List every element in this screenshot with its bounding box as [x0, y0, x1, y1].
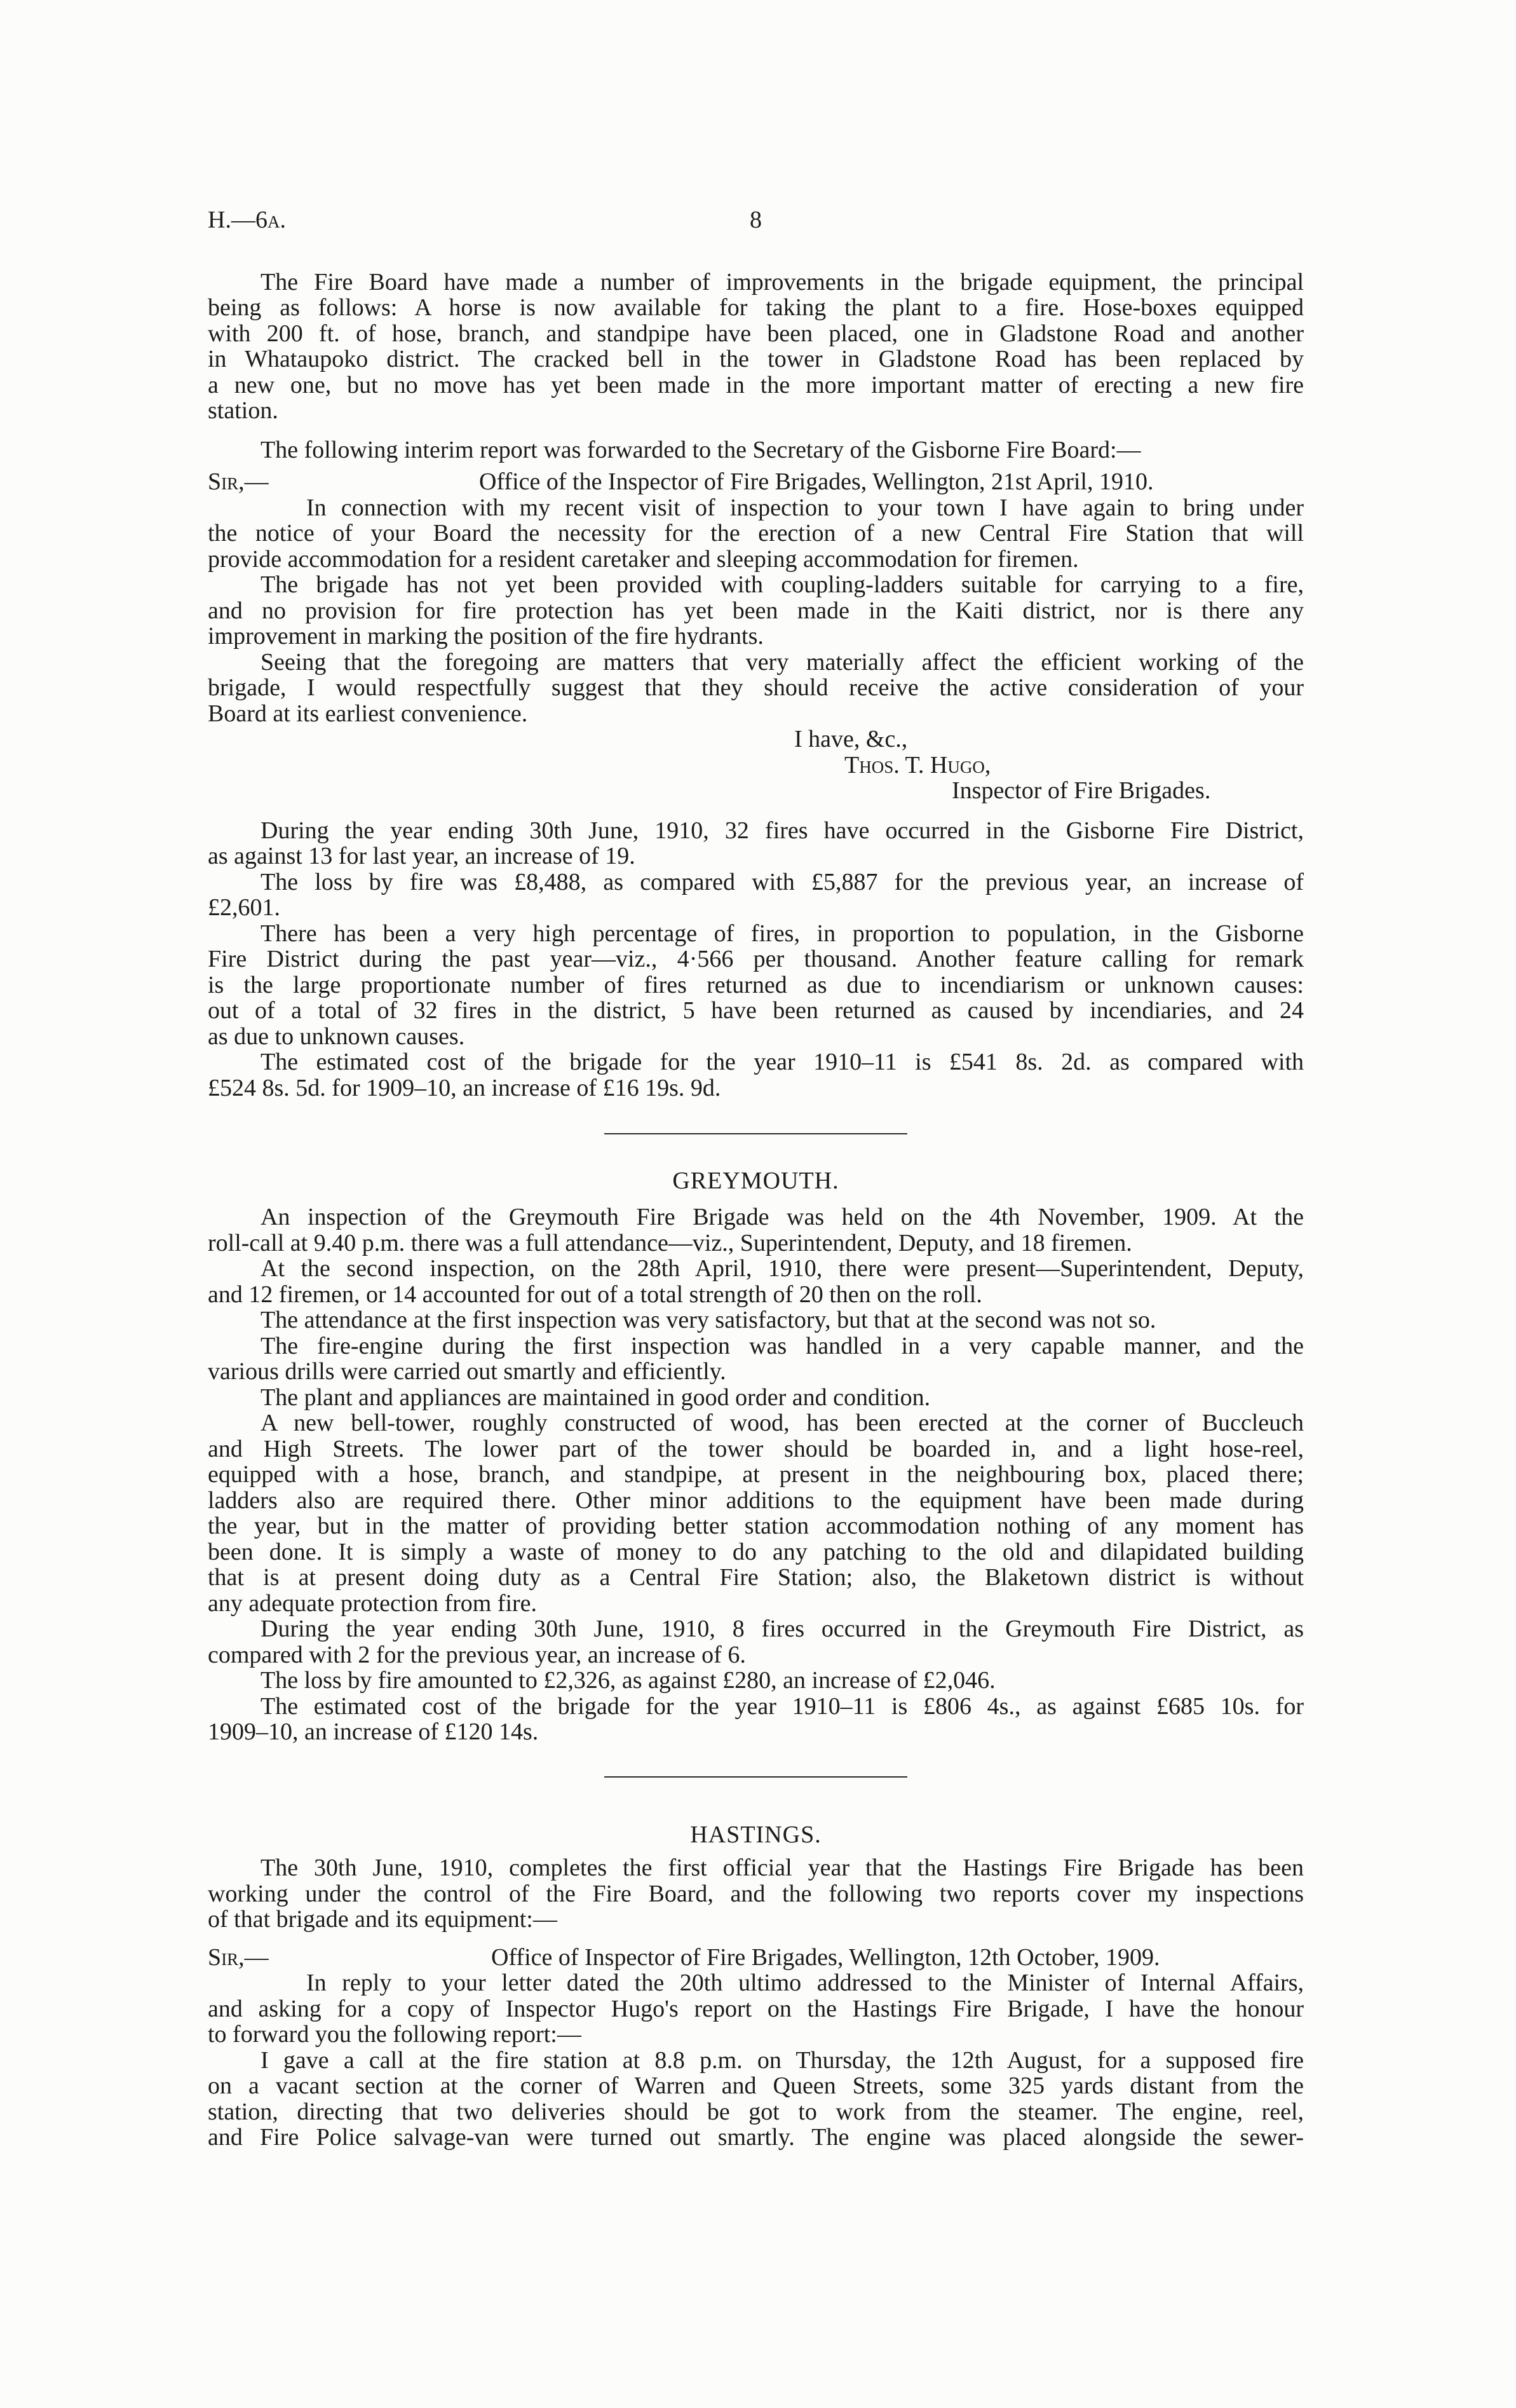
text-line: out of a total of 32 fires in the district, 5 have been returned as caused by incendiaries, and 24	[208, 997, 1304, 1024]
text-line: being as follows: A horse is now available for taking the plant to a fire. Hose-boxes equipped	[208, 294, 1304, 321]
text-line: and Fire Police salvage-van were turned out smartly. The engine was placed alongside the sewer-	[208, 2124, 1304, 2151]
paragraph	[208, 1049, 1304, 1101]
text-line: in Whataupoko district. The cracked bell in the tower in Gladstone Road has been replaced by	[208, 346, 1304, 372]
paragraph	[208, 818, 1304, 869]
text-line: provide accommodation for a resident caretaker and sleeping accommodation for firemen.	[208, 545, 1079, 573]
text-line: Fire District during the past year—viz., 4·566 per thousand. Another feature calling for remark	[208, 946, 1304, 972]
letter-paragraph	[208, 572, 1304, 650]
letter-salutation: Sir,—	[208, 1943, 269, 1971]
text-line: any adequate protection from fire.	[208, 1589, 538, 1617]
text-line: The brigade has not yet been provided with coupling-ladders suitable for carrying to a fire,	[261, 571, 1304, 598]
text-line: The estimated cost of the brigade for the year 1910–11 is £806 4s., as against £685 10s. for	[261, 1692, 1304, 1720]
letter-address: Office of the Inspector of Fire Brigades, Wellington, 21st April, 1910.	[479, 468, 1154, 495]
letter-signatory-title: Inspector of Fire Brigades.	[952, 777, 1211, 804]
gisborne-statistics	[208, 818, 1304, 1101]
text-line: working under the control of the Fire Board, and the following two reports cover my inspections	[208, 1880, 1304, 1907]
letter-salutation: Sir,—	[208, 468, 269, 495]
text-line: The attendance at the first inspection was very satisfactory, but that at the second was not so.	[261, 1307, 1156, 1333]
text-line: equipped with a hose, branch, and standpipe, at present in the neighbouring box, placed there;	[208, 1461, 1304, 1488]
gisborne-letter	[208, 469, 1304, 804]
text-line: compared with 2 for the previous year, an increase of 6.	[208, 1641, 746, 1668]
text-line: and High Streets. The lower part of the tower should be boarded in, and a light hose-reel,	[208, 1435, 1304, 1462]
text-line: a new one, but no move has yet been made in the more important matter of erecting a new fire	[208, 371, 1304, 398]
text-line: as due to unknown causes.	[208, 1023, 465, 1050]
paragraph	[208, 1256, 1304, 1307]
text-line: The loss by fire was £8,488, as compared with £5,887 for the previous year, an increase of	[261, 868, 1304, 895]
letter-paragraph	[208, 495, 1304, 573]
paragraph	[208, 1333, 1304, 1385]
section-divider	[604, 1133, 907, 1134]
section-heading-hastings: HASTINGS.	[690, 1821, 822, 1848]
text-line: In connection with my recent visit of inspection to your town I have again to bring under	[306, 494, 1304, 521]
text-line: The loss by fire amounted to £2,326, as against £280, an increase of £2,046.	[261, 1667, 996, 1694]
text-line: that is at present doing duty as a Central Fire Station; also, the Blaketown district is without	[208, 1564, 1304, 1591]
text-line: to forward you the following report:—	[208, 2021, 581, 2048]
text-line: been done. It is simply a waste of money to do any patching to the old and dilapidated building	[208, 1538, 1304, 1565]
text-line: ladders also are required there. Other minor additions to the equipment have been made during	[208, 1486, 1304, 1514]
text-line: station.	[208, 397, 278, 424]
text-line: The estimated cost of the brigade for the year 1910–11 is £541 8s. 2d. as compared with	[261, 1049, 1304, 1075]
text-line: roll-call at 9.40 p.m. there was a full attendance—viz., Superintendent, Deputy, and 18 firemen.	[208, 1229, 1132, 1256]
paragraph	[208, 1616, 1304, 1668]
text-line: with 200 ft. of hose, branch, and standpipe have been placed, one in Gladstone Road and another	[208, 320, 1304, 347]
page-header	[208, 207, 1304, 233]
text-line: improvement in marking the position of the fire hydrants.	[208, 623, 764, 650]
text-line: £2,601.	[208, 894, 280, 921]
letter-heading-line	[208, 1945, 1304, 1971]
gisborne-equipment-paragraph	[208, 269, 1304, 424]
letter-paragraph	[208, 1970, 1304, 2048]
section-divider	[604, 1776, 907, 1778]
text-line: A new bell-tower, roughly constructed of wood, has been erected at the corner of Buccleuch	[261, 1410, 1304, 1436]
hastings-letter	[208, 1945, 1304, 2151]
letter-closing: I have, &c.,	[794, 726, 908, 752]
paragraph	[208, 869, 1304, 921]
text-line: of that brigade and its equipment:—	[208, 1906, 557, 1933]
text-line: I gave a call at the fire station at 8.8 p.m. on Thursday, the 12th August, for a supposed fire	[261, 2046, 1304, 2074]
paragraph	[208, 1204, 1304, 1256]
text-line: the notice of your Board the necessity for the erection of a new Central Fire Station that will	[208, 520, 1304, 547]
text-line: and 12 firemen, or 14 accounted for out of a total strength of 20 then on the roll.	[208, 1281, 982, 1308]
text-line: In reply to your letter dated the 20th ultimo addressed to the Minister of Internal Affairs,	[306, 1969, 1304, 1996]
text-line: 1909–10, an increase of £120 14s.	[208, 1718, 539, 1745]
letter-signature: Thos. T. Hugo,	[844, 751, 991, 779]
page-number: 8	[750, 207, 762, 233]
document-page	[208, 207, 1304, 2151]
text-line: During the year ending 30th June, 1910, 32 fires have occurred in the Gisborne Fire District,	[261, 817, 1304, 844]
text-line: An inspection of the Greymouth Fire Brigade was held on the 4th November, 1909. At the	[261, 1204, 1304, 1230]
text-line: as against 13 for last year, an increase of 19.	[208, 843, 635, 869]
text-line: brigade, I would respectfully suggest that they should receive the active consideration of your	[208, 674, 1304, 701]
letter-heading-line	[208, 469, 1304, 495]
paragraph	[208, 1668, 1304, 1694]
text-line: on a vacant section at the corner of Warren and Queen Streets, some 325 yards distant from the	[208, 2072, 1304, 2099]
text-line: £524 8s. 5d. for 1909–10, an increase of £16 19s. 9d.	[208, 1074, 721, 1101]
interim-report-intro	[208, 437, 1304, 463]
paragraph	[208, 921, 1304, 1050]
text-line: various drills were carried out smartly and efficiently.	[208, 1358, 726, 1385]
hastings-intro-paragraph	[208, 1855, 1304, 1933]
paragraph	[208, 1694, 1304, 1745]
text-line: The following interim report was forwarded to the Secretary of the Gisborne Fire Board:—	[261, 437, 1141, 463]
letter-address: Office of Inspector of Fire Brigades, Wellington, 12th October, 1909.	[491, 1943, 1160, 1971]
text-line: Seeing that the foregoing are matters that very materially affect the efficient working of the	[261, 648, 1304, 676]
greymouth-section	[208, 1204, 1304, 1745]
text-line: is the large proportionate number of fires returned as due to incendiarism or unknown causes:	[208, 971, 1304, 998]
paragraph	[208, 1410, 1304, 1616]
text-line: and no provision for fire protection has yet been made in the Kaiti district, nor is there any	[208, 597, 1304, 624]
section-heading-greymouth: GREYMOUTH.	[672, 1167, 839, 1194]
text-line: The 30th June, 1910, completes the first official year that the Hastings Fire Brigade has been	[261, 1854, 1304, 1881]
paper-reference: H.—6a.	[208, 207, 286, 233]
text-line: station, directing that two deliveries should be got to work from the steamer. The engine, reel,	[208, 2098, 1304, 2125]
text-line: At the second inspection, on the 28th April, 1910, there were present—Superintendent, Deputy,	[261, 1255, 1304, 1282]
text-line: During the year ending 30th June, 1910, 8 fires occurred in the Greymouth Fire District, as	[261, 1616, 1304, 1642]
letter-paragraph	[208, 2048, 1304, 2151]
text-line: Board at its earliest convenience.	[208, 700, 528, 727]
text-line: The fire-engine during the first inspection was handled in a very capable manner, and the	[261, 1332, 1304, 1359]
letter-paragraph	[208, 650, 1304, 727]
text-line: and asking for a copy of Inspector Hugo's report on the Hastings Fire Brigade, I have the honour	[208, 1995, 1304, 2022]
text-line: There has been a very high percentage of fires, in proportion to population, in the Gisborne	[261, 920, 1304, 947]
paragraph	[208, 1307, 1304, 1333]
text-line: the year, but in the matter of providing better station accommodation nothing of any moment has	[208, 1513, 1304, 1539]
text-line: The plant and appliances are maintained in good order and condition.	[261, 1384, 931, 1411]
paragraph	[208, 1385, 1304, 1411]
text-line: The Fire Board have made a number of improvements in the brigade equipment, the principal	[261, 268, 1304, 296]
